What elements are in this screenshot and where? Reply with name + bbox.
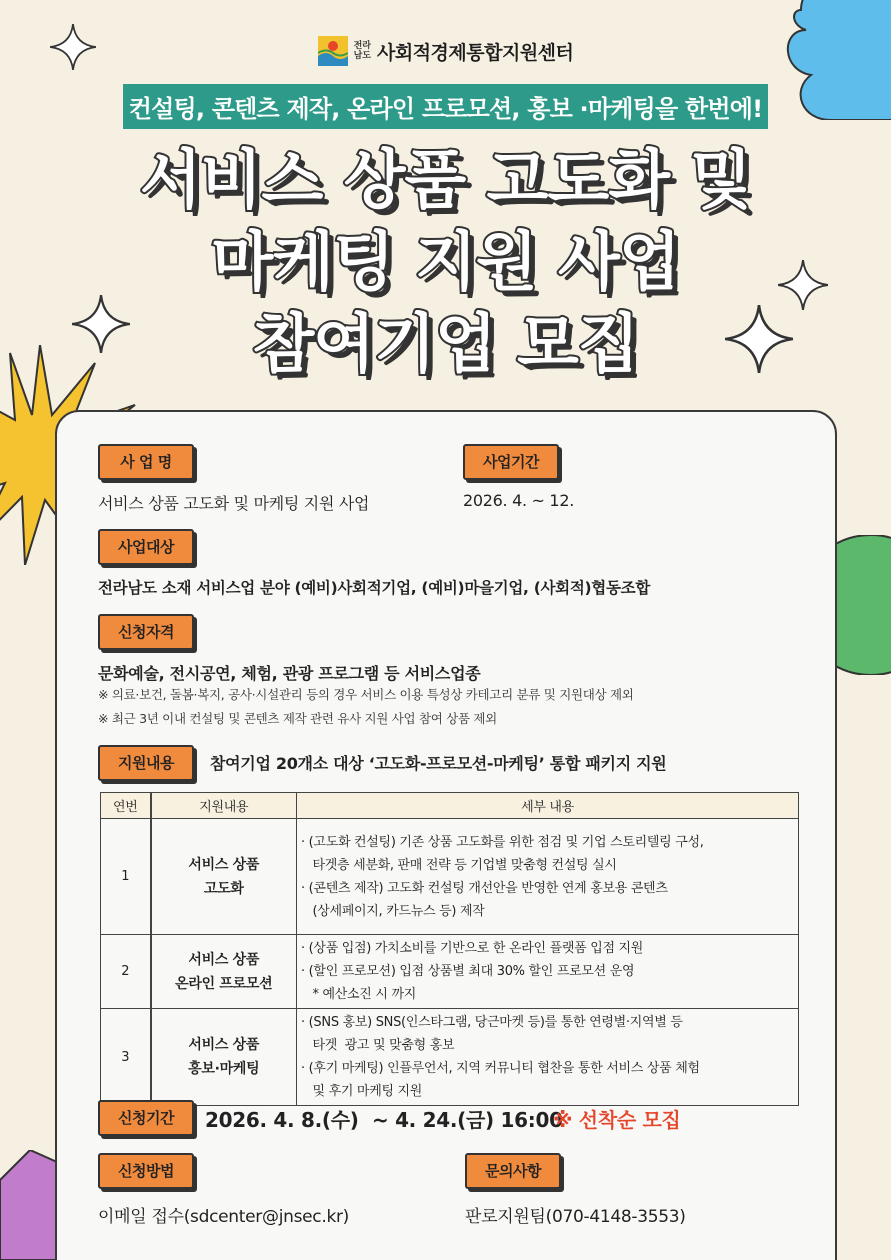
project-period-value: 2026. 4. ~ 12.	[463, 491, 574, 510]
detail-line: 타겟 광고 및 맞춤형 홍보	[301, 1038, 455, 1053]
detail-line: · (상품 입점) 가치소비를 기반으로 한 온라인 플랫폼 입점 지원	[301, 941, 644, 956]
logo-emblem-icon	[318, 36, 348, 66]
detail-line: · (콘텐츠 제작) 고도화 컨설팅 개선안을 반영한 연계 홍보용 콘텐츠	[301, 880, 668, 896]
apply-period-note: ※ 선착순 모집	[553, 1108, 681, 1132]
detail-line: 및 후기 마케팅 지원	[301, 1084, 423, 1099]
tagline: 컨설팅, 콘텐츠 제작, 온라인 프로모션, 홍보 ·마케팅을 한번에!	[123, 84, 769, 129]
detail-line: * 예산소진 시 까지	[301, 987, 417, 1002]
detail-line: 타겟층 세분화, 판매 전략 등 기업별 맞춤형 컨설팅 실시	[301, 857, 617, 873]
table-header-detail: 세부 내용	[297, 793, 799, 819]
support-table	[100, 792, 799, 1106]
row-number: 2	[101, 935, 151, 1009]
row-category	[151, 935, 297, 1009]
headline	[0, 140, 891, 386]
row-detail	[297, 1009, 799, 1106]
project-name-value: 서비스 상품 고도화 및 마케팅 지원 사업	[98, 494, 370, 513]
table-header-row	[101, 793, 799, 819]
support-badge: 지원내용	[98, 745, 194, 781]
apply-method-badge: 신청방법	[98, 1153, 194, 1189]
target-value: 전라남도 소재 서비스업 분야 (예비)사회적기업, (예비)마을기업, (사회적)협동조합	[98, 579, 650, 597]
apply-method-value: 이메일 접수(sdcenter@jnsec.kr)	[98, 1207, 350, 1227]
apply-period-value: 2026. 4. 8.(수) ~ 4. 24.(금) 16:00	[205, 1108, 563, 1132]
table-row	[101, 1009, 799, 1106]
row-category-line: 서비스 상품	[188, 1037, 260, 1053]
target-badge: 사업대상	[98, 529, 194, 565]
headline-line-1: 서비스 상품 고도화 및	[139, 144, 752, 218]
project-period-badge: 사업기간	[463, 444, 559, 480]
qualification-badge: 신청자격	[98, 614, 194, 650]
table-header-no: 연번	[101, 793, 151, 819]
detail-line: · (후기 마케팅) 인플루언서, 지역 커뮤니티 협찬을 통한 서비스 상품 체험	[301, 1061, 700, 1076]
apply-period-badge: 신청기간	[98, 1100, 194, 1136]
headline-line-2: 마케팅 지원 사업	[211, 226, 680, 300]
row-detail	[297, 819, 799, 935]
row-category-line: 서비스 상품	[188, 856, 260, 873]
row-category	[151, 819, 297, 935]
row-category-line: 고도화	[203, 880, 244, 897]
row-detail	[297, 935, 799, 1009]
center-logo	[0, 36, 891, 66]
qualification-value: 문화예술, 전시공연, 체험, 관광 프로그램 등 서비스업종	[98, 664, 481, 683]
row-category	[151, 1009, 297, 1106]
row-number: 1	[101, 819, 151, 935]
table-row	[101, 819, 799, 935]
logo-region-text: 전라 남도	[353, 41, 371, 61]
row-number: 3	[101, 1009, 151, 1106]
table-row	[101, 935, 799, 1009]
detail-line: (상세페이지, 카드뉴스 등) 제작	[301, 903, 485, 919]
row-category-line: 온라인 프로모션	[175, 975, 273, 992]
project-name-badge: 사 업 명	[98, 444, 194, 480]
table-header-category: 지원내용	[151, 793, 297, 819]
logo-name: 사회적경제통합지원센터	[376, 41, 574, 64]
detail-line: · (고도화 컨설팅) 기존 상품 고도화를 위한 점검 및 기업 스토리텔링 구성,	[301, 834, 704, 850]
row-category-line: 홍보·마케팅	[188, 1061, 260, 1077]
detail-line: · (할인 프로모션) 입점 상품별 최대 30% 할인 프로모션 운영	[301, 964, 635, 979]
qualification-note-2: ※ 최근 3년 이내 컨설팅 및 콘텐츠 제작 관련 유사 지원 사업 참여 상품 제외	[98, 711, 497, 726]
row-category-line: 서비스 상품	[188, 951, 260, 968]
support-summary: 참여기업 20개소 대상 ‘고도화-프로모션-마케팅’ 통합 패키지 지원	[210, 754, 667, 773]
contact-badge: 문의사항	[465, 1153, 561, 1189]
headline-line-3: 참여기업 모집	[252, 308, 639, 382]
detail-line: · (SNS 홍보) SNS(인스타그램, 당근마켓 등)를 통한 연령별·지역별 등	[301, 1015, 683, 1030]
qualification-note-1: ※ 의료·보건, 돌봄·복지, 공사·시설관리 등의 경우 서비스 이용 특성상 카테고리 분류 및 지원대상 제외	[98, 687, 634, 702]
contact-value: 판로지원팀(070-4148-3553)	[465, 1207, 686, 1227]
